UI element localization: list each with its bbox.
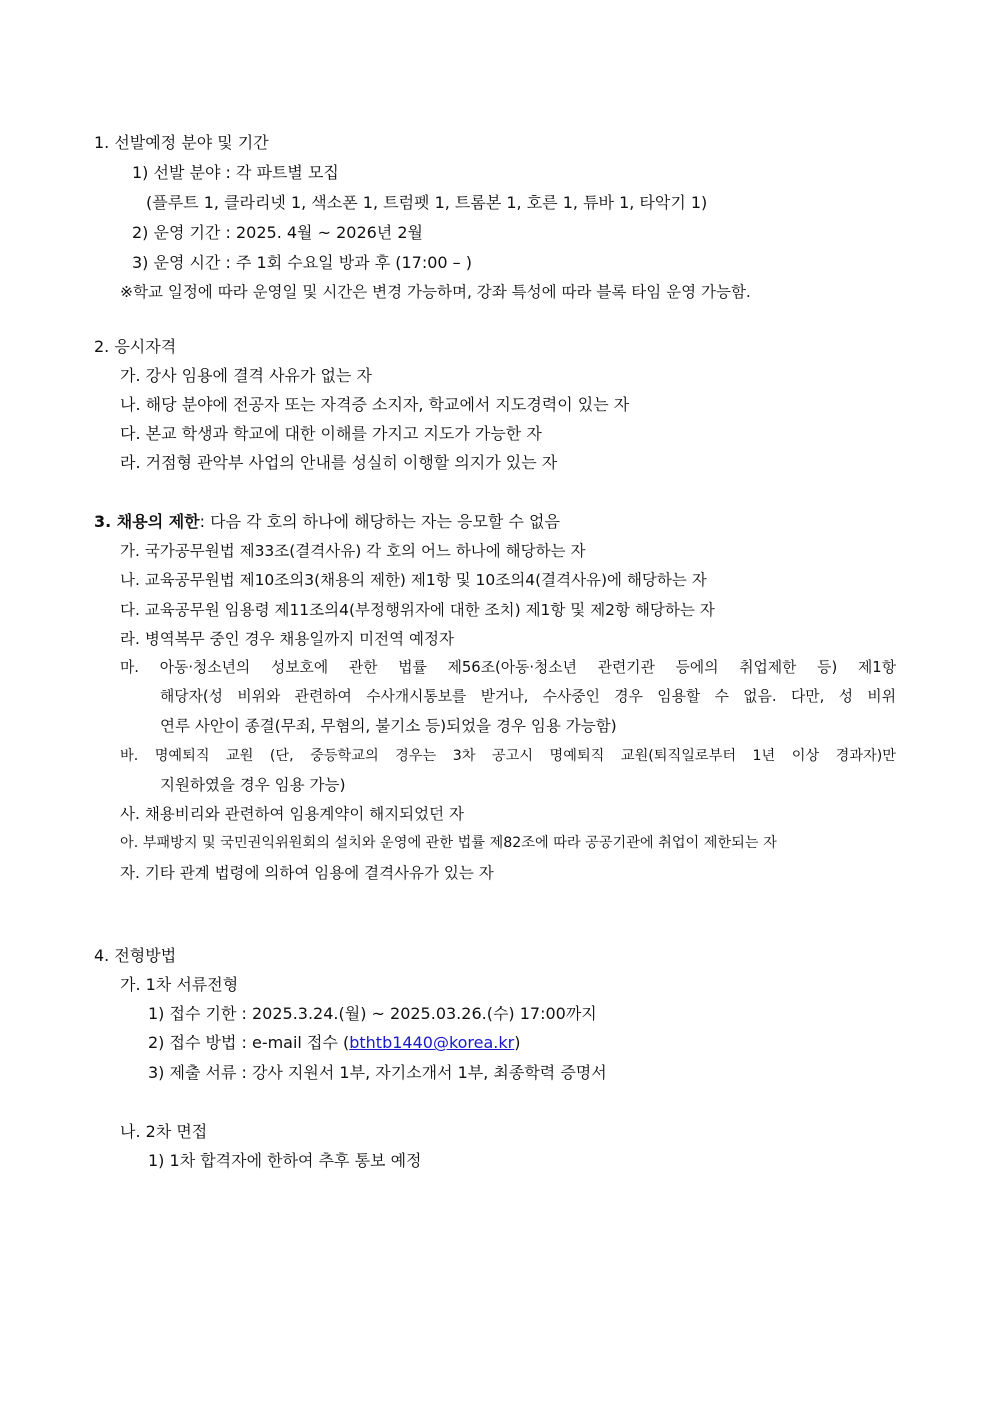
section-3-title-bold: 3. 채용의 제한	[94, 512, 200, 531]
round-2-note: 1) 1차 합격자에 한하여 추후 통보 예정	[148, 1151, 422, 1170]
section-3-title-rest: : 다음 각 호의 하나에 해당하는 자는 응모할 수 없음	[199, 512, 560, 531]
qualification-item: 나. 해당 분야에 전공자 또는 자격증 소지자, 학교에서 지도경력이 있는 자	[120, 395, 630, 414]
restriction-item-ma-line3: 연루 사안이 종결(무죄, 무혐의, 불기소 등)되었을 경우 임용 가능함)	[160, 717, 617, 735]
qualification-item: 가. 강사 임용에 결격 사유가 없는 자	[120, 366, 372, 385]
restriction-item: 나. 교육공무원법 제10조의3(채용의 제한) 제1항 및 10조의4(결격사유)에 해당하는 자	[120, 571, 707, 589]
restriction-item-ma-line1: 마. 아동·청소년의 성보호에 관한 법률 제56조(아동·청소년 관련기관 등에의 취업제한 등) 제1항	[120, 659, 896, 676]
restriction-item-ba-line1: 바. 명예퇴직 교원 (단, 중등학교의 경우는 3차 공고시 명예퇴직 교원(퇴직일로부터 1년 이상 경과자)만	[120, 748, 896, 764]
section-1-title: 1. 선발예정 분야 및 기간	[94, 133, 269, 152]
section-4-title: 4. 전형방법	[94, 946, 177, 965]
qualification-item: 라. 거점형 관악부 사업의 안내를 성실히 이행할 의지가 있는 자	[120, 453, 558, 472]
restriction-item-a: 아. 부패방지 및 국민권익위원회의 설치와 운영에 관한 법률 제82조에 따라 공공기관에 취업이 제한되는 자	[120, 835, 777, 851]
selection-field: 1) 선발 분야 : 각 파트별 모집	[132, 163, 339, 182]
selection-field-detail: (플루트 1, 클라리넷 1, 색소폰 1, 트럼펫 1, 트롬본 1, 호른 1, 튜바 1, 타악기 1)	[146, 193, 708, 212]
round-1-title: 가. 1차 서류전형	[120, 975, 239, 994]
restriction-item-ba-line2: 지원하였을 경우 임용 가능)	[160, 776, 346, 794]
round-2-title: 나. 2차 면접	[120, 1122, 208, 1141]
restriction-item: 다. 교육공무원 임용령 제11조의4(부정행위자에 대한 조치) 제1항 및 제2항 해당하는 자	[120, 601, 715, 619]
application-method	[148, 1032, 520, 1054]
restriction-item-sa: 사. 채용비리와 관련하여 임용계약이 해지되었던 자	[120, 805, 464, 823]
restriction-item: 라. 병역복무 중인 경우 채용일까지 미전역 예정자	[120, 630, 454, 648]
restriction-item-ma-line2: 해당자(성 비위와 관련하여 수사개시통보를 받거나, 수사중인 경우 임용할 수 없음. 다만, 성 비위	[160, 688, 896, 705]
application-email-link[interactable]: bthtb1440@korea.kr	[349, 1033, 515, 1052]
qualification-item: 다. 본교 학생과 학교에 대한 이해를 가지고 지도가 가능한 자	[120, 424, 542, 443]
operation-time: 3) 운영 시간 : 주 1회 수요일 방과 후 (17:00 – )	[132, 253, 473, 272]
operation-period: 2) 운영 기간 : 2025. 4월 ~ 2026년 2월	[132, 223, 423, 242]
application-method-label: 2) 접수 방법 : e-mail 접수 (	[148, 1033, 350, 1052]
application-deadline: 1) 접수 기한 : 2025.3.24.(월) ~ 2025.03.26.(수) 17:00까지	[148, 1004, 597, 1023]
section-2-title: 2. 응시자격	[94, 337, 177, 356]
application-method-close: )	[514, 1033, 521, 1052]
required-documents: 3) 제출 서류 : 강사 지원서 1부, 자기소개서 1부, 최종학력 증명서	[148, 1063, 607, 1082]
section-3-title	[94, 511, 560, 533]
schedule-note: ※학교 일정에 따라 운영일 및 시간은 변경 가능하며, 강좌 특성에 따라 블록 타임 운영 가능함.	[120, 283, 751, 301]
restriction-item-ja: 자. 기타 관계 법령에 의하여 임용에 결격사유가 있는 자	[120, 864, 494, 882]
restriction-item: 가. 국가공무원법 제33조(결격사유) 각 호의 어느 하나에 해당하는 자	[120, 542, 586, 560]
